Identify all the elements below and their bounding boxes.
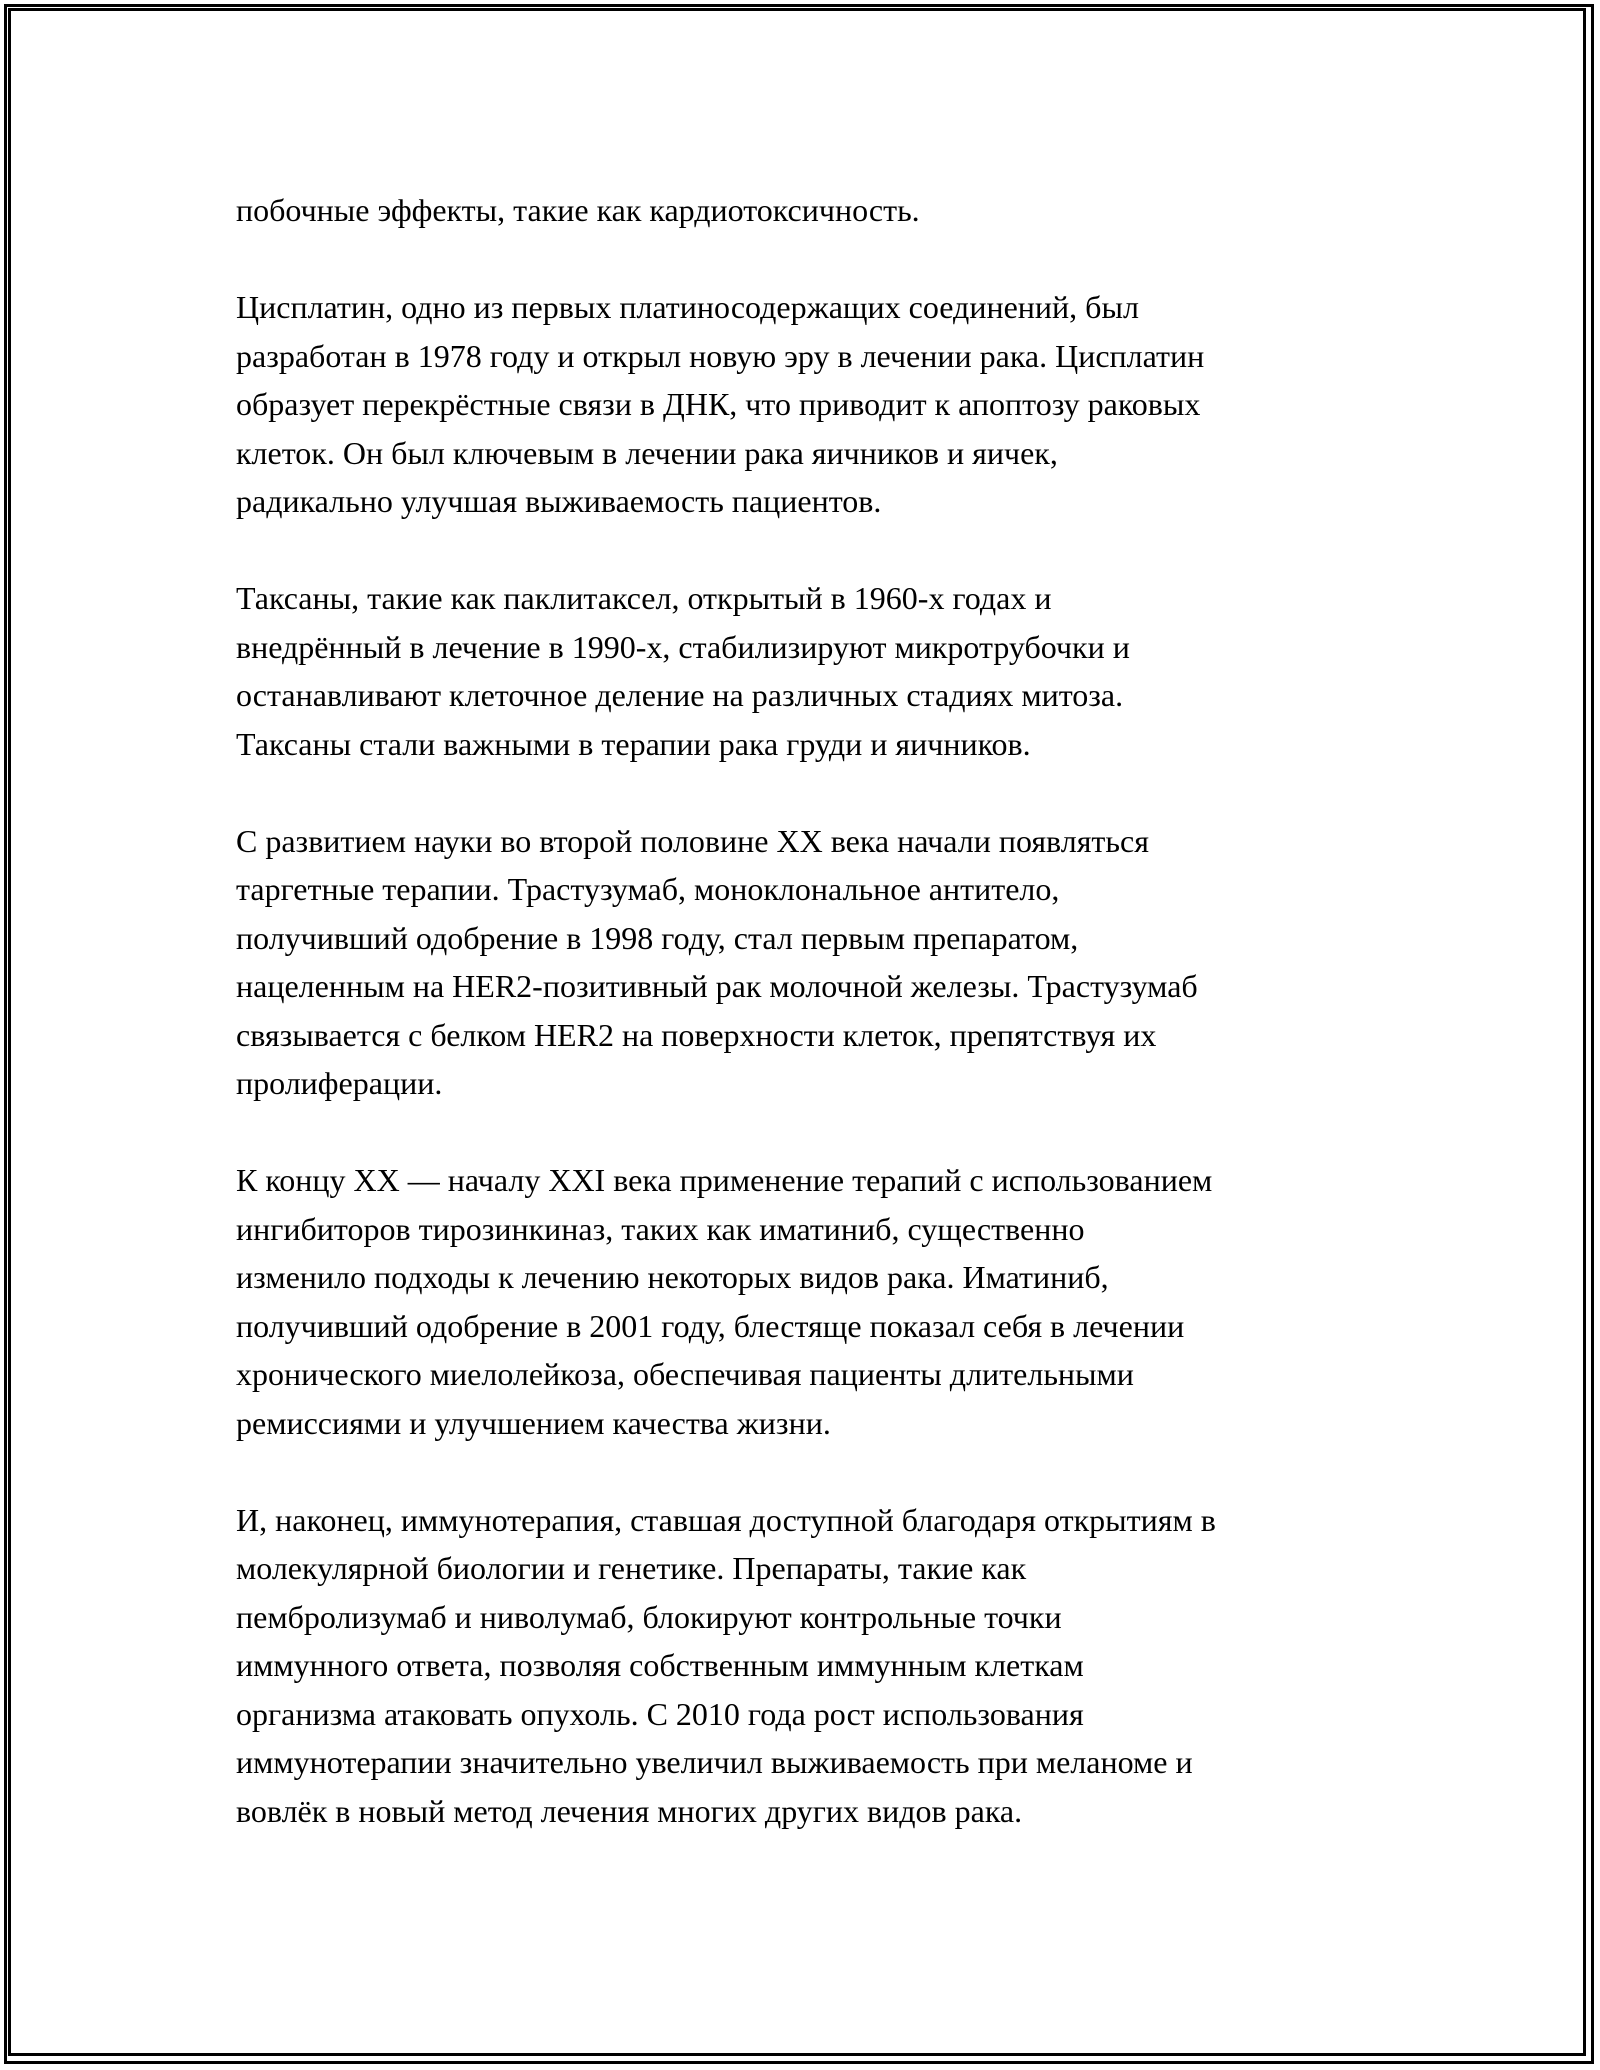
paragraph-imatinib: К концу XX — началу XXI века применение терапий с использованием ингибиторов тирозинкиназ, таких как иматиниб, существенно изменило подходы к лечению некоторых видов рака. Иматиниб, получивший одобрение в 2001 году, блестяще показал себя в лечении хронического миелолейкоза, обеспечивая пациенты длительными ремиссиями и улучшением качества жизни. xyxy=(236,1162,1213,1441)
document-body xyxy=(236,186,1406,1884)
paragraph-immunotherapy: И, наконец, иммунотерапия, ставшая доступной благодаря открытиям в молекулярной биологии и генетике. Препараты, такие как пембролизумаб и ниволумаб, блокируют контрольные точки иммунного ответа, позволяя собственным иммунным клеткам организма атаковать опухоль. С 2010 года рост использования иммунотерапии значительно увеличил выживаемость при меланоме и вовлёк в новый метод лечения многих других видов рака. xyxy=(236,1501,1216,1829)
paragraph-cardiotoxicity: побочные эффекты, такие как кардиотоксичность. xyxy=(236,192,920,228)
paragraph-taxanes: Таксаны, такие как паклитаксел, открытый в 1960-х годах и внедрённый в лечение в 1990-х, стабилизируют микротрубочки и останавливают клеточное деление на различных стадиях митоза. Таксаны стали важными в терапии рака груди и яичников. xyxy=(236,580,1130,762)
paragraph-cisplatin: Цисплатин, одно из первых платиносодержащих соединений, был разработан в 1978 году и открыл новую эру в лечении рака. Цисплатин образует перекрёстные связи в ДНК, что приводит к апоптозу раковых клеток. Он был ключевым в лечении рака яичников и яичек, радикально улучшая выживаемость пациентов. xyxy=(236,289,1205,519)
paragraph-trastuzumab: С развитием науки во второй половине XX века начали появляться таргетные терапии. Трастузумаб, моноклональное антитело, получивший одобрение в 1998 году, стал первым препаратом, нацеленным на HER2-позитивный рак молочной железы. Трастузумаб связывается с белком HER2 на поверхности клеток, препятствуя их пролиферации. xyxy=(236,822,1198,1101)
